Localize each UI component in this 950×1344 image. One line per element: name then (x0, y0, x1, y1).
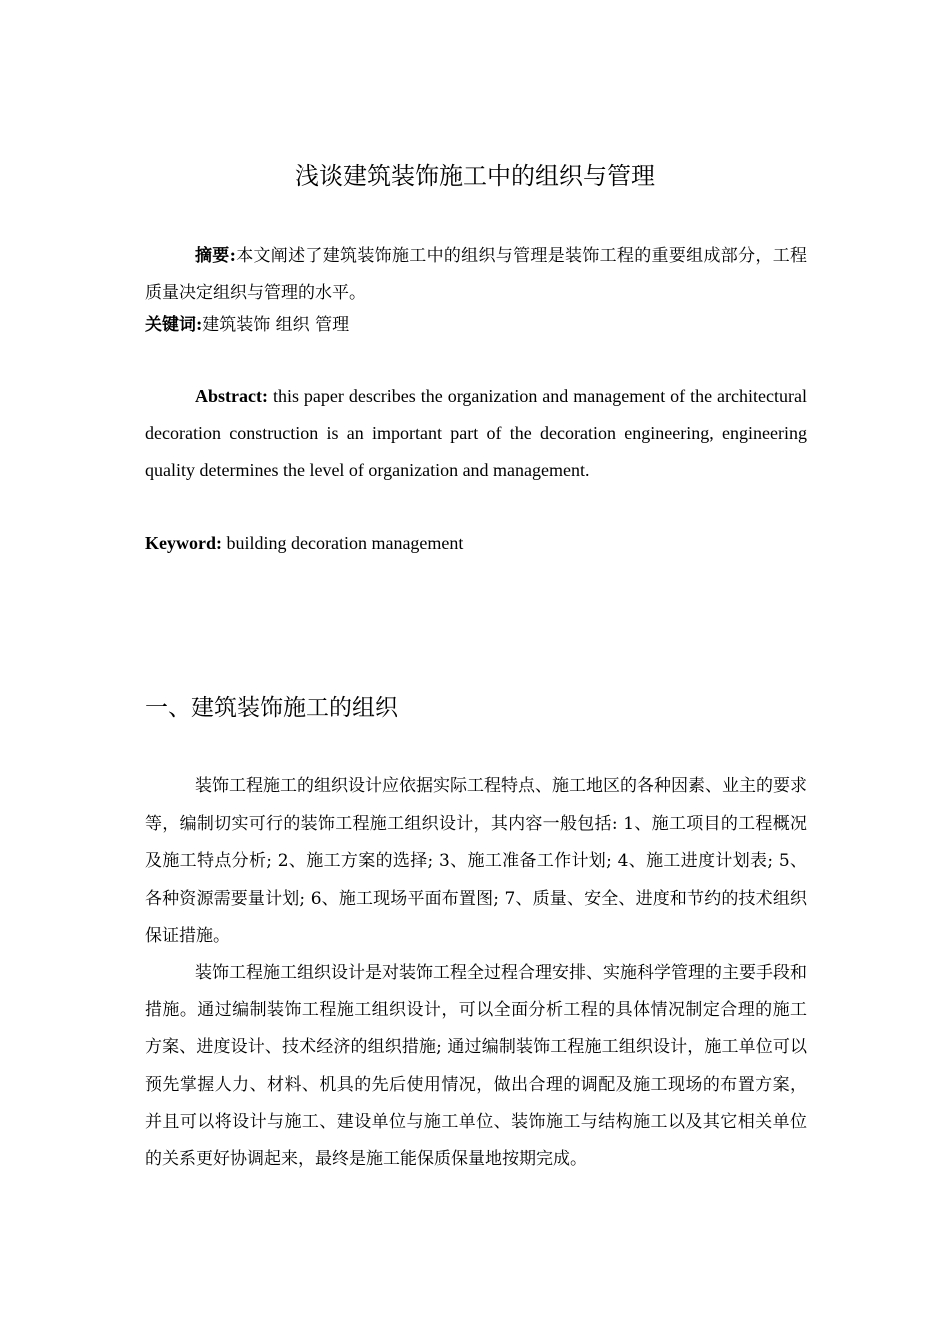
section-heading: 一、建筑装饰施工的组织 (145, 695, 398, 721)
keywords-en (145, 528, 807, 558)
abstract-zh (145, 238, 807, 312)
keywords-en-label: Keyword: (145, 533, 222, 553)
keywords-zh-text: 建筑装饰 组织 管理 (202, 315, 350, 335)
keywords-zh-label: 关键词: (145, 315, 203, 335)
abstract-en-text: this paper describes the organization and management of the architectural decoration construction is an important part of the decoration engineering, engineering quality determines the level of organization and management. (145, 386, 807, 480)
abstract-en (145, 378, 807, 489)
body-paragraph-2: 装饰工程施工组织设计是对装饰工程全过程合理安排、实施科学管理的主要手段和措施。通过编制装饰工程施工组织设计，可以全面分析工程的具体情况制定合理的施工方案、进度设计、技术经济的组织措施; 通过编制装饰工程施工组织设计，施工单位可以预先掌握人力、材料、机具的先后使用情况，做出合理的调配及施工现场的布置方案，并且可以将设计与施工、建设单位与施工单位、装饰施工与结构施工以及其它相关单位的关系更好协调起来，最终是施工能保质保量地按期完成。 (145, 963, 807, 1170)
document-title: 浅谈建筑装饰施工中的组织与管理 (295, 162, 655, 190)
keywords-en-text: building decoration management (221, 533, 464, 553)
abstract-en-label: Abstract: (195, 386, 268, 406)
body-paragraph-1: 装饰工程施工的组织设计应依据实际工程特点、施工地区的各种因素、业主的要求等，编制切实可行的装饰工程施工组织设计，其内容一般包括: 1、施工项目的工程概况及施工特点分析; 2、施工方案的选择; 3、施工准备工作计划; 4、施工进度计划表; 5、各种资源需要量计划; 6、施工现场平面布置图; 7、质量、安全、进度和节约的技术组织保证措施。 (145, 776, 807, 946)
abstract-zh-label: 摘要: (195, 246, 236, 266)
abstract-zh-text: 本文阐述了建筑装饰施工中的组织与管理是装饰工程的重要组成部分，工程质量决定组织与管理的水平。 (145, 246, 807, 303)
keywords-zh (145, 310, 807, 340)
